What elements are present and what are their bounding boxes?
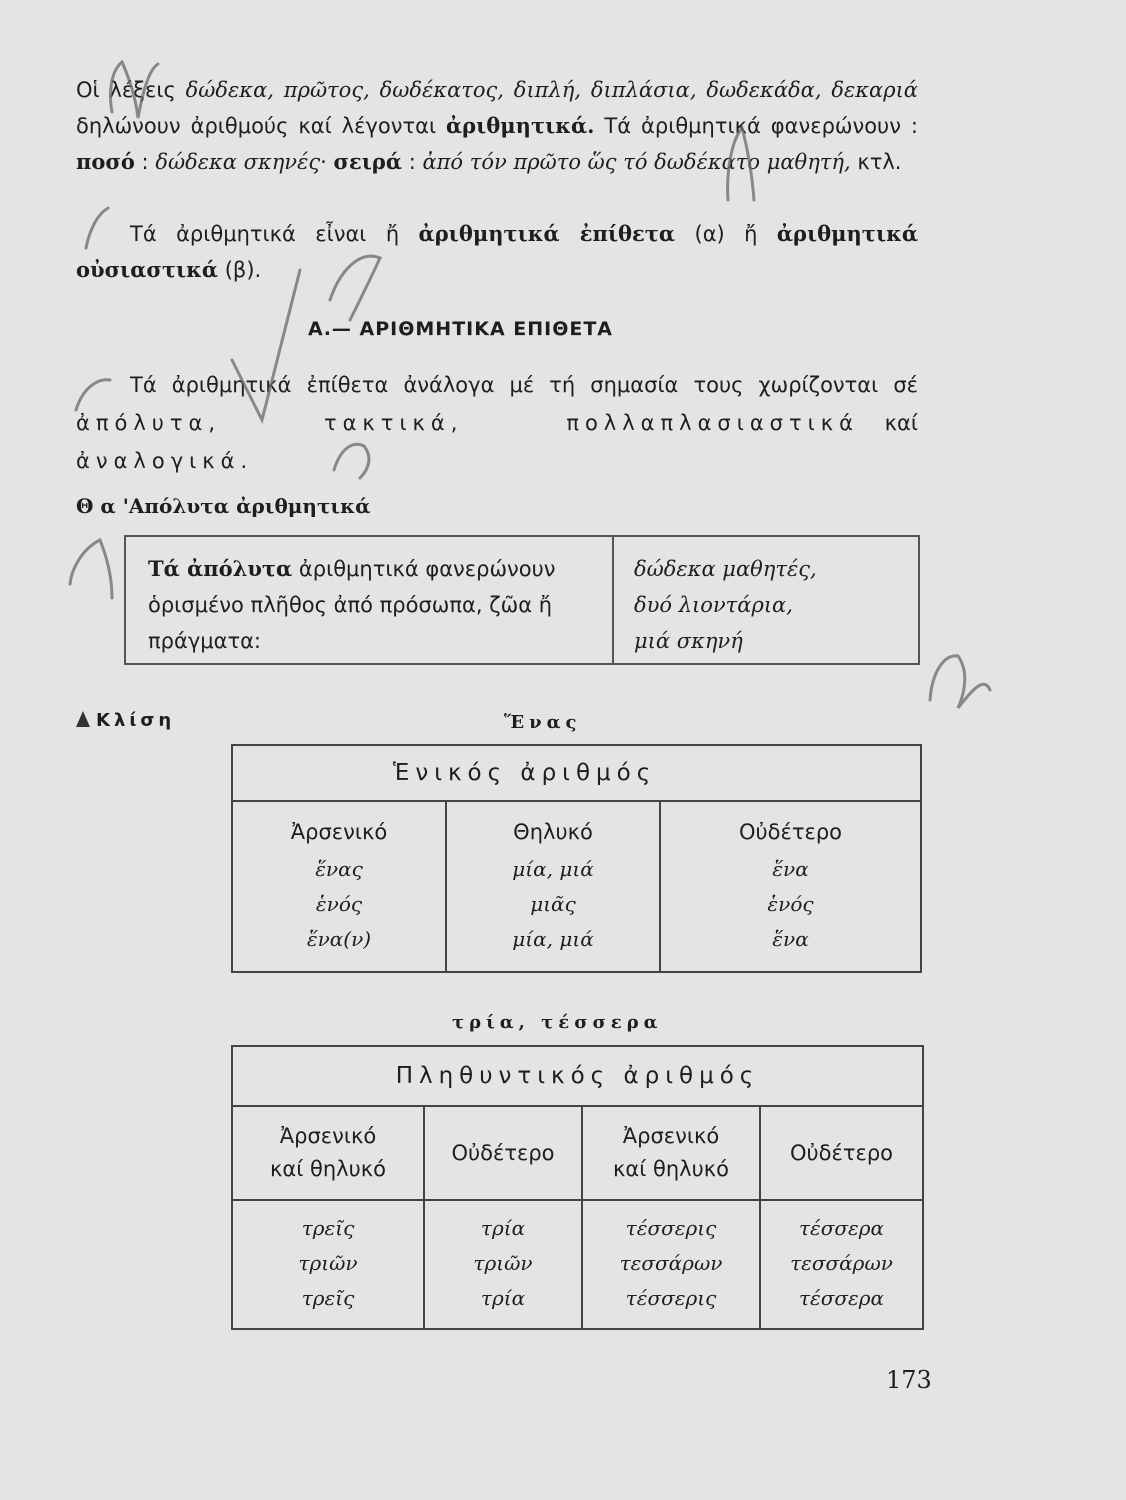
example-item: δώδεκα μαθητές, bbox=[634, 557, 817, 581]
poso-term: ποσό bbox=[76, 149, 135, 174]
category-apolyta: ἀπόλυτα, bbox=[76, 411, 222, 435]
types-text: Τά ἀριθμητικά εἶναι ἤ bbox=[130, 222, 419, 246]
seira-term: σειρά bbox=[333, 149, 403, 174]
intro-paragraph bbox=[76, 72, 918, 180]
form: ἕνας bbox=[315, 857, 363, 881]
singular-table bbox=[231, 744, 922, 973]
form: ἕνα(ν) bbox=[306, 927, 372, 951]
types-nouns: ἀριθμητικά οὐσιαστικά bbox=[76, 221, 918, 282]
form: ἑνός bbox=[315, 892, 363, 916]
forms-list bbox=[447, 844, 659, 971]
page-number: 173 bbox=[886, 1366, 932, 1394]
example-item: μιά σκηνή bbox=[634, 629, 743, 653]
definition-text bbox=[126, 537, 614, 663]
form: ἕνα bbox=[772, 927, 809, 951]
column-header: Οὐδέτερο bbox=[789, 1140, 894, 1165]
column-header: Ἀρσενικό bbox=[290, 820, 388, 844]
form: τέσσερα bbox=[798, 1286, 885, 1310]
intro-text-after: Τά ἀριθμητικά φανερώνουν : bbox=[594, 114, 918, 138]
types-b: (β). bbox=[218, 258, 262, 282]
form: τεσσάρων bbox=[619, 1251, 723, 1275]
form: τρεῖς bbox=[301, 1216, 355, 1240]
category-pollaplasiastika: πολλαπλασιαστικά bbox=[566, 411, 859, 435]
form: τρία bbox=[480, 1286, 526, 1310]
singular-col-masculine bbox=[232, 801, 446, 972]
plural-forms-tessera bbox=[760, 1200, 923, 1329]
plural-col-masc-fem-4 bbox=[582, 1106, 760, 1200]
form: τεσσάρων bbox=[790, 1251, 893, 1275]
definition-examples bbox=[614, 537, 918, 663]
poso-example: δώδεκα σκηνές bbox=[155, 150, 321, 174]
forms-list bbox=[233, 844, 445, 971]
forms-list bbox=[661, 844, 920, 971]
colon-2: : bbox=[402, 150, 423, 174]
types-a: (α) ἤ bbox=[675, 222, 777, 246]
types-adjectives: ἀριθμητικά ἐπίθετα bbox=[418, 221, 676, 246]
form: τριῶν bbox=[473, 1251, 533, 1275]
word-title-enas: Ἕνας bbox=[504, 712, 582, 733]
subheading: Θ α 'Απόλυτα ἀριθμητικά bbox=[76, 494, 371, 518]
definition-box bbox=[124, 535, 920, 665]
form: ἕνα bbox=[772, 857, 809, 881]
pencil-mark bbox=[70, 540, 112, 598]
form: τέσσερις bbox=[625, 1216, 717, 1240]
singular-col-feminine bbox=[446, 801, 660, 972]
triangle-icon bbox=[76, 711, 90, 727]
column-header: Οὐδέτερο bbox=[738, 820, 843, 844]
plural-header: Πληθυντικός ἀριθμός bbox=[232, 1046, 923, 1106]
definition-bold: Τά ἀπόλυτα bbox=[148, 556, 293, 581]
pencil-mark bbox=[930, 656, 990, 708]
category-analogika: ἀναλογικά. bbox=[76, 449, 254, 473]
plural-forms-tris bbox=[232, 1200, 424, 1329]
klisi-text: Κλίση bbox=[96, 710, 176, 731]
column-header: Θηλυκό bbox=[513, 820, 593, 844]
plural-col-neuter-3 bbox=[424, 1106, 582, 1200]
seira-example: ἀπό τόν πρῶτο ὥς τό δωδέκατο μαθητή, bbox=[422, 150, 851, 174]
categories-and: καί bbox=[884, 411, 918, 435]
plural-col-masc-fem-3 bbox=[232, 1106, 424, 1200]
form: μία, μιά bbox=[512, 857, 594, 881]
example-item: δυό λιοντάρια, bbox=[634, 593, 793, 617]
plural-table bbox=[231, 1045, 924, 1330]
section-heading: Α.— ΑΡΙΘΜΗΤΙΚΑ ΕΠΙΘΕΤΑ bbox=[308, 318, 614, 340]
category-taktika: τακτικά, bbox=[323, 411, 464, 435]
form: τρεῖς bbox=[301, 1286, 355, 1310]
plural-col-neuter-4 bbox=[760, 1106, 923, 1200]
form: μιᾶς bbox=[530, 892, 576, 916]
separator: · bbox=[320, 150, 334, 174]
column-header-line2: καί θηλυκό bbox=[613, 1157, 729, 1181]
types-paragraph bbox=[76, 216, 918, 288]
intro-end: κτλ. bbox=[850, 150, 902, 174]
categories-text: Τά ἀριθμητικά ἐπίθετα ἀνάλογα μέ τή σημασία τους χωρίζονται σέ bbox=[130, 373, 918, 397]
form: τρία bbox=[480, 1216, 526, 1240]
form: μία, μιά bbox=[512, 927, 594, 951]
intro-text: Οἱ λέξεις bbox=[76, 78, 186, 102]
form: τριῶν bbox=[298, 1251, 358, 1275]
column-header: Ἀρσενικό bbox=[279, 1124, 377, 1148]
column-header: Ἀρσενικό bbox=[622, 1124, 720, 1148]
colon-1: : bbox=[134, 150, 156, 174]
form: τέσσερα bbox=[798, 1216, 885, 1240]
categories-paragraph bbox=[76, 366, 918, 480]
form: ἑνός bbox=[767, 892, 814, 916]
plural-forms-tesseris bbox=[582, 1200, 760, 1329]
plural-forms-tria bbox=[424, 1200, 582, 1329]
singular-col-neuter bbox=[660, 801, 921, 972]
intro-examples: δώδεκα, πρῶτος, δωδέκατος, διπλή, διπλάσια, δωδεκάδα, δεκαριά bbox=[185, 78, 918, 102]
intro-term: ἀριθμητικά. bbox=[446, 113, 595, 138]
column-header-line2: καί θηλυκό bbox=[270, 1157, 386, 1181]
form: τέσσερις bbox=[625, 1286, 717, 1310]
intro-text-middle: δηλώνουν ἀριθμούς καί λέγονται bbox=[76, 114, 447, 138]
column-header: Οὐδέτερο bbox=[451, 1140, 555, 1165]
definition-body: ἀριθμητικά φανερώνουν ὁρισμένο πλῆθος ἀπό πρόσωπα, ζῶα ἤ πράγματα: bbox=[148, 557, 556, 653]
word-title-tria: τρία, τέσσερα bbox=[452, 1012, 663, 1033]
singular-header: Ἑνικός ἀριθμός bbox=[232, 745, 921, 801]
klisi-label bbox=[76, 710, 175, 731]
